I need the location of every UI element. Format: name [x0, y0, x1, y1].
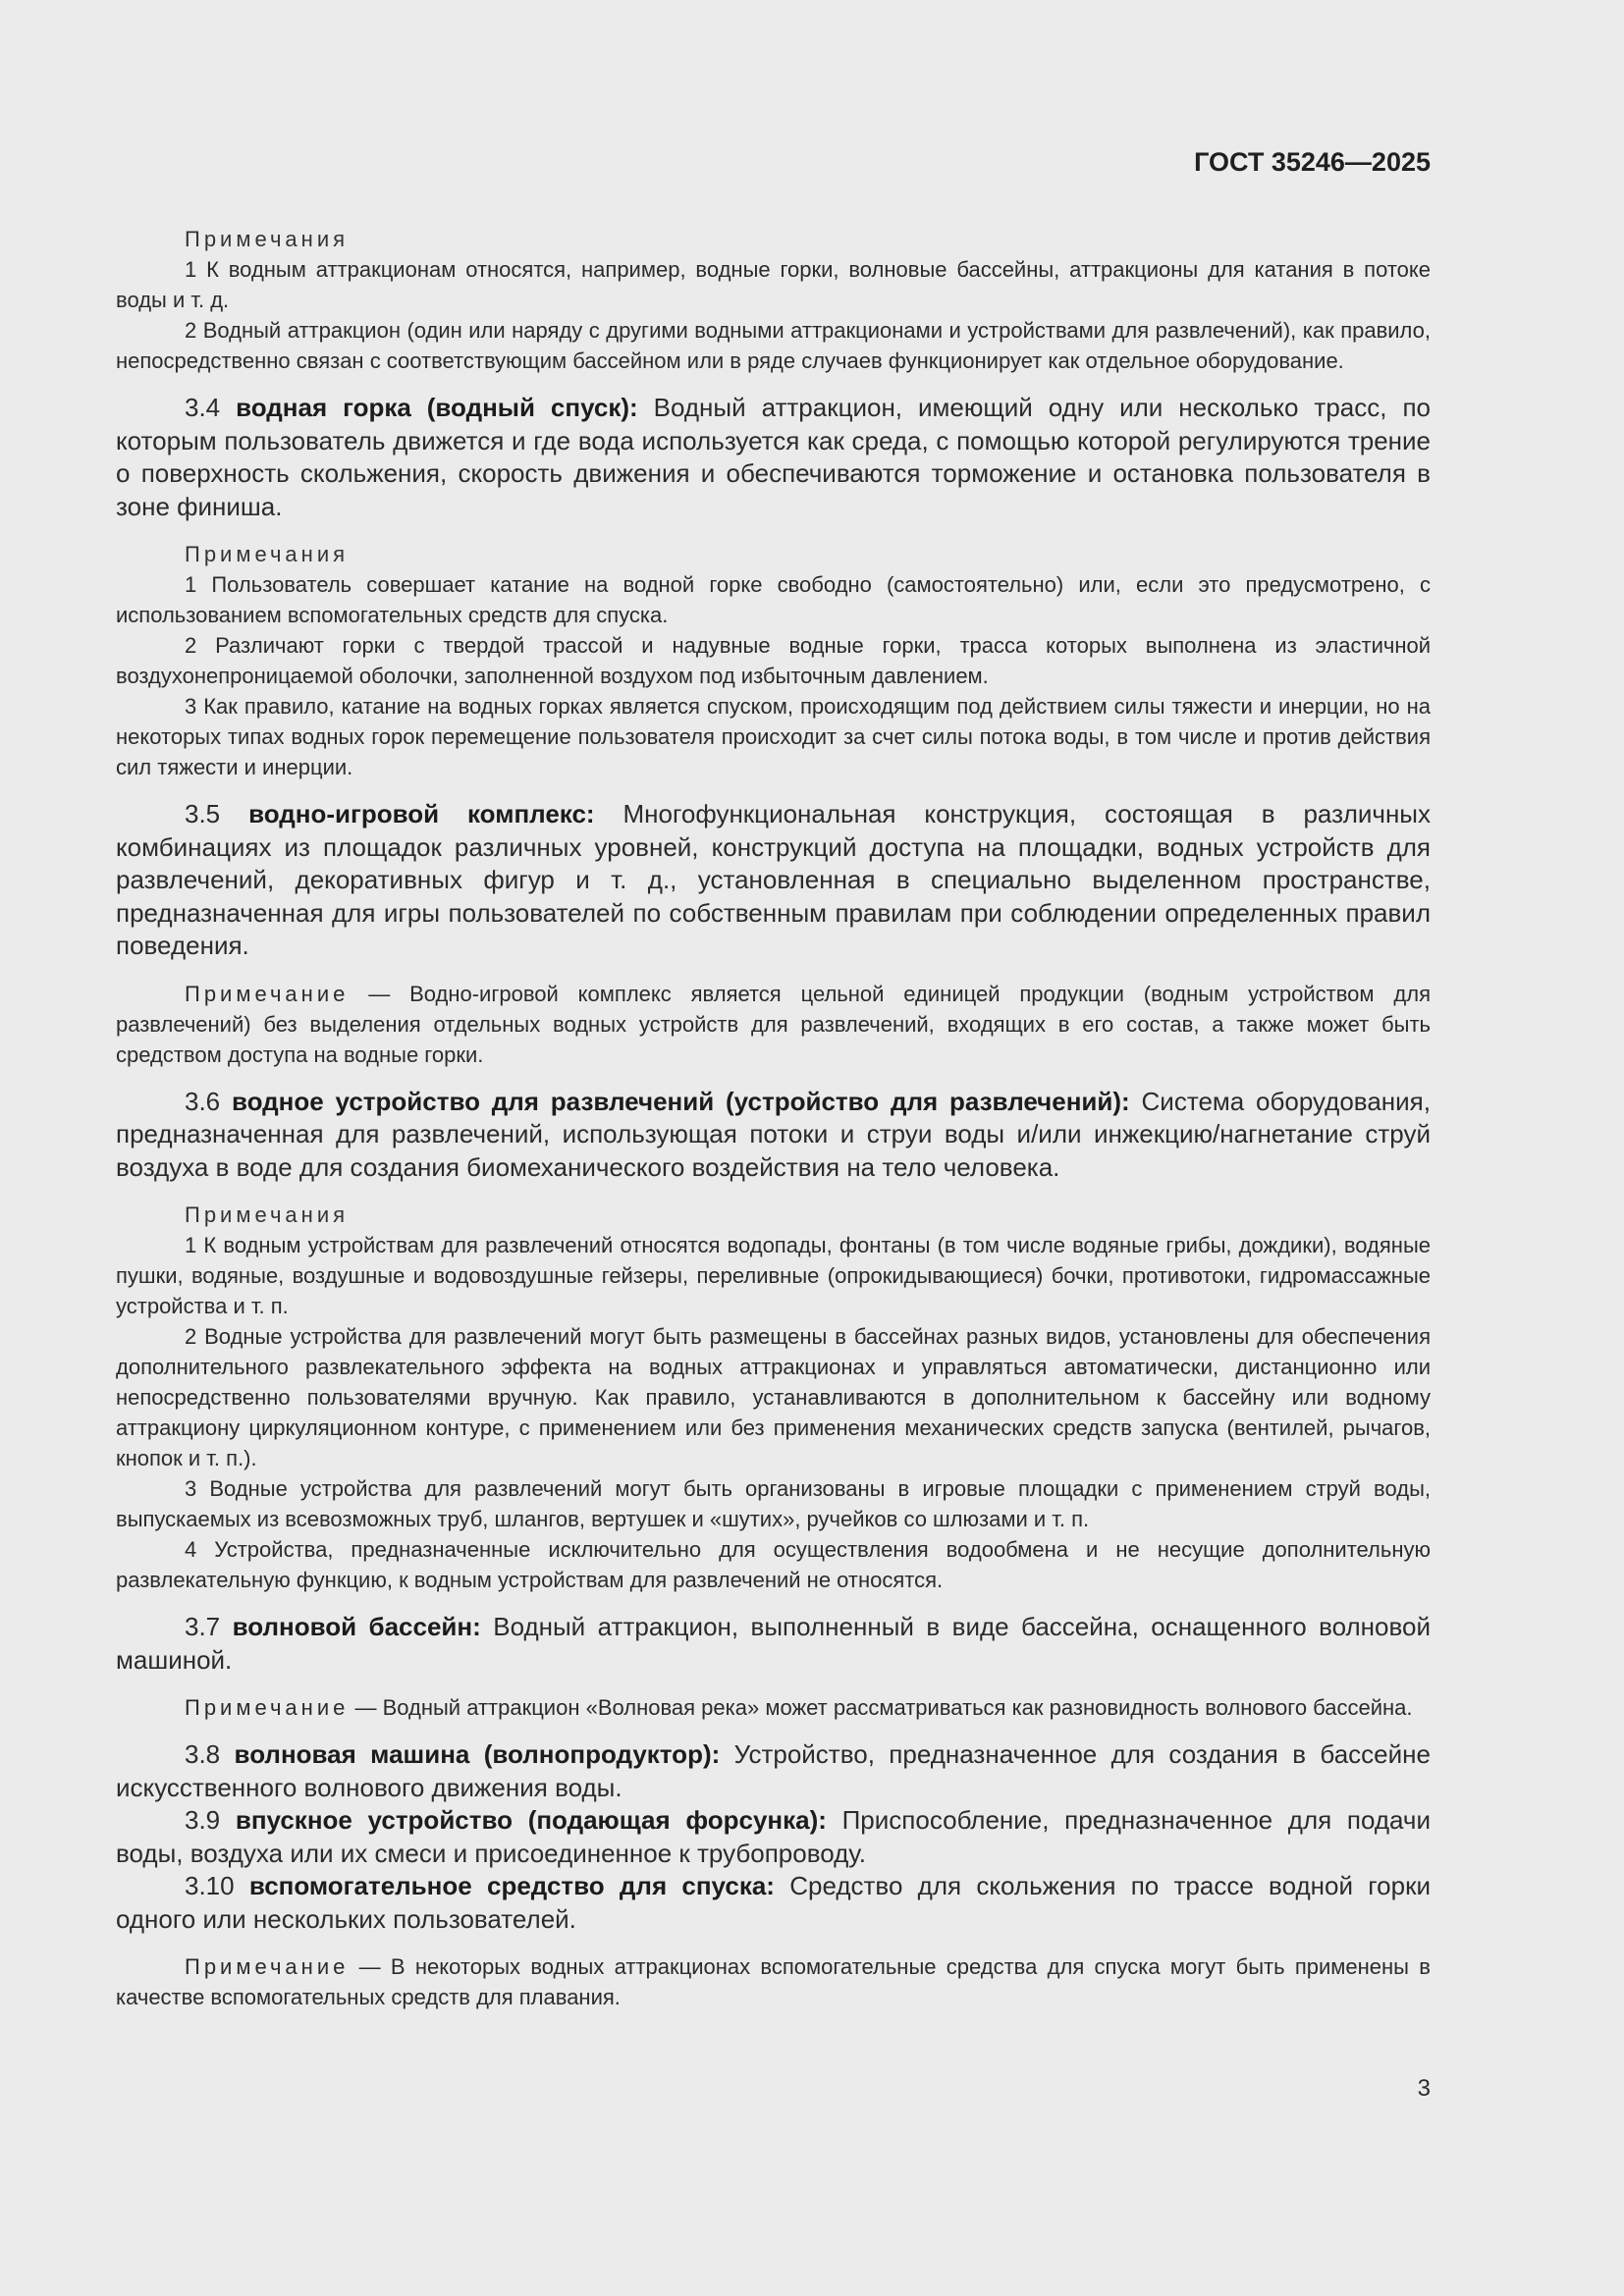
term-definition: Система оборудования, предназначенная для развлечений, использующая потоки и струи воды и/или инжекцию/нагнетание струй воздуха в воде для создания биомеханического воздействия на тело человека. [116, 1086, 1431, 1182]
term-name: впускное устройство (подающая форсунка): [235, 1805, 827, 1835]
term-3-9 [116, 1804, 1431, 1870]
term-number: 3.5 [185, 799, 221, 828]
note-text: 1 К водным аттракционам относятся, например, водные горки, волновые бассейны, аттракционы для катания в потоке воды и т. д. [116, 257, 1431, 312]
term-definition: Приспособление, предназначенное для подачи воды, воздуха или их смеси и присоединенное к трубопроводу. [116, 1805, 1431, 1868]
term-number: 3.10 [185, 1871, 235, 1900]
term-3-6 [116, 1086, 1431, 1185]
term-name: вспомогательное средство для спуска: [248, 1871, 775, 1900]
term-definition: Средство для скольжения по трассе водной горки одного или нескольких пользователей. [116, 1871, 1431, 1934]
note-text: 1 Пользователь совершает катание на водной горке свободно (самостоятельно) или, если это предусмотрено, с использованием вспомогательных средств для спуска. [116, 572, 1431, 627]
note-text: 2 Водные устройства для развлечений могут быть размещены в бассейнах разных видов, установлены для обеспечения дополнительного развлекательного эффекта на водных аттракционах и управляться автоматически, дистанционно или непосредственно пользователями вручную. Как правило, устанавливаются в дополнительном к бассейну или водному аттракциону циркуляционном контуре, с применением или без применения механических средств запуска (вентилей, рычагов, кнопок и т. п.). [116, 1324, 1431, 1470]
term-3-10 [116, 1870, 1431, 1936]
term-number: 3.4 [185, 393, 221, 422]
note-text: 2 Различают горки с твердой трассой и надувные водные горки, трасса которых выполнена из эластичной воздухонепроницаемой оболочки, заполненной воздухом под избыточным давлением. [116, 633, 1431, 688]
page-number: 3 [1417, 2075, 1431, 2102]
term-definition: Водный аттракцион, имеющий одну или несколько трасс, по которым пользователь движется и где вода используется как среда, с помощью которой регулируются трение о поверхность скольжения, скорость движения и обеспечиваются торможение и остановка пользователя в зоне финиша. [116, 393, 1431, 521]
term-number: 3.8 [185, 1739, 221, 1769]
note-label: Примечание [185, 1695, 350, 1720]
term-name: волновая машина (волнопродуктор): [234, 1739, 721, 1769]
term-name: водная горка (водный спуск): [236, 393, 638, 422]
note-text: 4 Устройства, предназначенные исключительно для осуществления водообмена и не несущие дополнительную развлекательную функцию, к водным устройствам для развлечений не относятся. [116, 1537, 1431, 1592]
term-3-7 [116, 1611, 1431, 1677]
term-3-4 [116, 392, 1431, 523]
note-text: 3 Водные устройства для развлечений могут быть организованы в игровые площадки с применением струй воды, выпускаемых из всевозможных труб, шлангов, вертушек и «шутих», ручейков со шлюзами и т. п. [116, 1476, 1431, 1531]
note-text: — В некоторых водных аттракционах вспомогательные средства для спуска могут быть применены в качестве вспомогательных средств для плавания. [116, 1954, 1431, 2009]
term-3-8 [116, 1738, 1431, 1804]
term-number: 3.6 [185, 1086, 221, 1116]
note-3-5 [116, 979, 1431, 1070]
term-definition: Водный аттракцион, выполненный в виде бассейна, оснащенного волновой машиной. [116, 1612, 1431, 1675]
note-label: Примечание [185, 1954, 350, 1979]
note-3-7 [116, 1692, 1431, 1723]
note-text: 1 К водным устройствам для развлечений относятся водопады, фонтаны (в том числе водяные грибы, дождики), водяные пушки, водяные, воздушные и водовоздушные гейзеры, переливные (опрокидывающиеся) бочки, противотоки, гидромассажные устройства и т. п. [116, 1233, 1431, 1318]
note-label: Примечание [185, 981, 350, 1006]
document-body [116, 224, 1431, 2012]
term-name: водно-игровой комплекс: [248, 799, 595, 828]
term-name: водное устройство для развлечений (устройство для развлечений): [231, 1086, 1130, 1116]
note-text: 2 Водный аттракцион (один или наряду с другими водными аттракционами и устройствами для развлечений), как правило, непосредственно связан с соответствующим бассейном или в ряде случаев функционирует как отдельное оборудование. [116, 318, 1431, 373]
note-text: — Водно-игровой комплекс является цельной единицей продукции (водным устройством для развлечений) без выделения отдельных водных устройств для развлечений, входящих в его состав, а также может быть средством доступа на водные горки. [116, 981, 1431, 1067]
notes-label: Примечания [185, 1202, 350, 1227]
term-number: 3.9 [185, 1805, 221, 1835]
note-text: 3 Как правило, катание на водных горках является спуском, происходящим под действием силы тяжести и инерции, но на некоторых типах водных горок перемещение пользователя происходит за счет силы потока воды, в том числе и против действия сил тяжести и инерции. [116, 694, 1431, 779]
term-number: 3.7 [185, 1612, 221, 1641]
notes-label: Примечания [185, 542, 350, 566]
document-code: ГОСТ 35246—2025 [1194, 147, 1431, 177]
note-text: — Водный аттракцион «Волновая река» может рассматриваться как разновидность волнового бассейна. [354, 1695, 1413, 1720]
notes-label: Примечания [185, 227, 350, 251]
term-definition: Многофункциональная конструкция, состоящая в различных комбинациях из площадок различных уровней, конструкций доступа на площадки, водных устройств для развлечений, декоративных фигур и т. д., установленная в специально выделенном пространстве, предназначенная для игры пользователей по собственным правилам при соблюдении определенных правил поведения. [116, 799, 1431, 960]
term-name: волновой бассейн: [232, 1612, 481, 1641]
term-definition: Устройство, предназначенное для создания в бассейне искусственного волнового движения воды. [116, 1739, 1431, 1802]
term-3-5 [116, 798, 1431, 963]
note-3-10 [116, 1951, 1431, 2012]
